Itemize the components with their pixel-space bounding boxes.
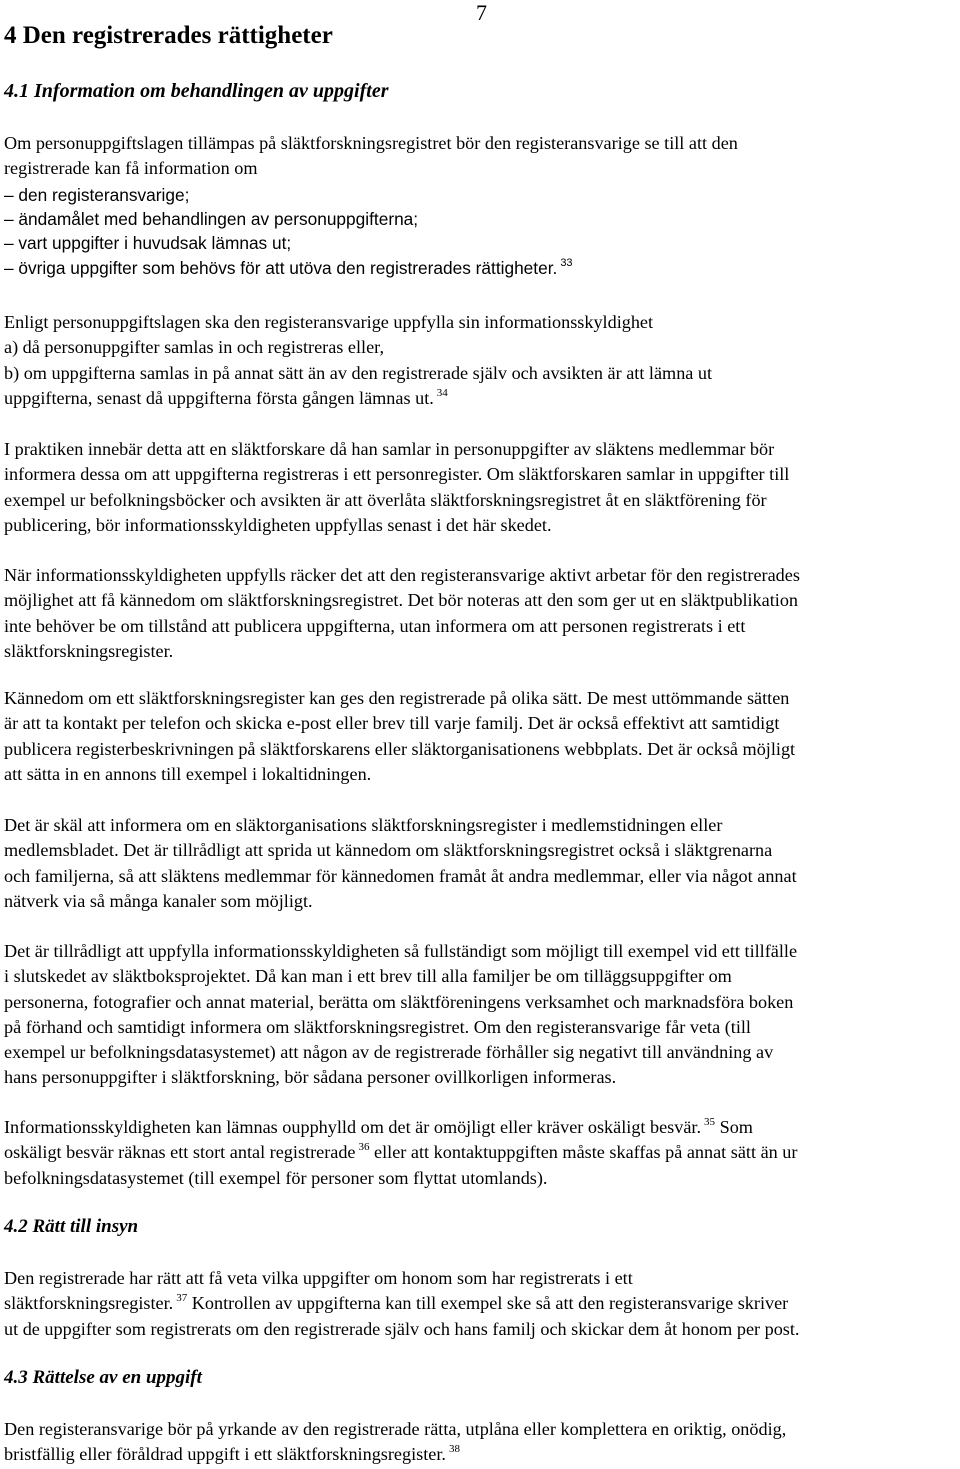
section-heading-4-2: 4.2 Rätt till insyn (4, 1216, 139, 1237)
page-number: 7 (476, 0, 487, 25)
text-line-content: Informationsskyldigheten kan lämnas oupphylld om det är omöjligt eller kräver oskäligt besvär. (4, 1117, 702, 1137)
chapter-heading: 4 Den registrerades rättigheter (4, 22, 333, 49)
text-line: att sätta in en annons till exempel i lokaltidningen. (4, 763, 372, 784)
text-line (4, 1291, 956, 1316)
paragraph-rattelse (4, 1417, 956, 1468)
text-line: I praktiken innebär detta att en släktforskare då han samlar in personuppgifter av släktens medlemmar bör (4, 439, 775, 459)
text-line-content: bristfällig eller föråldrad uppgift i ett släktforskningsregister. (4, 1444, 446, 1465)
text-line-content: uppgifterna, senast då uppgifterna första gången lämnas ut. (4, 387, 434, 408)
text-line: släktforskningsregister. (4, 640, 174, 661)
list-item: – ändamålet med behandlingen av personuppgifterna; (4, 209, 419, 230)
text-line: personerna, fotografier och annat material, berätta om släktföreningens verksamhet och marknadsföra boken (4, 991, 794, 1012)
text-line-content: släktforskningsregister. (4, 1293, 174, 1314)
paragraph-intro (4, 131, 956, 182)
text-line: Kännedom om ett släktforskningsregister kan ges den registrerade på olika sätt. De mest uttömmande sätten (4, 688, 790, 708)
paragraph-8 (4, 1115, 956, 1191)
section-heading-4-1: 4.1 Information om behandlingen av uppgifter (4, 80, 389, 102)
list-item (4, 256, 956, 280)
text-line: exempel ur befolkningsdatasystemet) att någon av de registrerade förhåller sig negativt till användning av (4, 1042, 774, 1063)
text-line: på förhand och samtidigt informera om släktforskningsregistret. Om den registeransvarige får veta (till (4, 1016, 751, 1037)
text-line: publicering, bör informationsskyldigheten uppfyllas senast i det här skedet. (4, 514, 552, 535)
text-line: nätverk via så många kanaler som möjligt. (4, 890, 313, 911)
list-item: – den registeransvarige; (4, 185, 190, 205)
text-line: Den registrerade har rätt att få veta vilka uppgifter om honom som har registrerats i ett (4, 1268, 633, 1288)
text-line-content: oskäligt besvär räknas ett stort antal registrerade (4, 1142, 356, 1163)
text-line: b) om uppgifterna samlas in på annat sätt än av den registrerade själv och avsikten är att lämna ut (4, 362, 713, 383)
paragraph-3 (4, 437, 956, 538)
text-line: möjlighet att få kännedom om släktforskningsregistret. Det bör noteras att den som ger ut en släktpublikation (4, 590, 799, 611)
text-line: i slutskedet av släktboksprojektet. Då kan man i ett brev till alla familjer be om tilläggsuppgifter om (4, 966, 732, 987)
footnote-ref[interactable]: 37 (176, 1292, 188, 1305)
footnote-ref[interactable]: 36 (358, 1141, 370, 1154)
text-line: a) då personuppgifter samlas in och registreras eller, (4, 337, 385, 358)
text-line: informera dessa om att uppgifterna registreras i ett personregister. Om släktforskaren samlar in uppgifter till (4, 464, 790, 485)
footnote-ref[interactable]: 35 (704, 1116, 716, 1128)
text-line: hans personuppgifter i släktforskning, bör sådana personer ovillkorligen informeras. (4, 1067, 617, 1088)
text-line (4, 386, 956, 411)
text-line: Enligt personuppgiftslagen ska den registeransvarige uppfylla sin informationsskyldighet (4, 312, 654, 332)
text-line: medlemsbladet. Det är tillrådligt att sprida ut kännedom om släktforskningsregistret också i släktgrenarna (4, 840, 773, 861)
paragraph-6 (4, 813, 956, 914)
paragraph-7 (4, 939, 956, 1091)
text-line: inte behöver be om tillstånd att publicera uppgifterna, utan informera om att personen registrerats i ett (4, 615, 746, 636)
text-line: Om personuppgiftslagen tillämpas på släktforskningsregistret bör den registeransvarige se till att den (4, 133, 738, 153)
text-line: Den registeransvarige bör på yrkande av den registrerade rätta, utplåna eller komplettera en oriktig, onödig, (4, 1419, 787, 1439)
text-line: Det är skäl att informera om en släktorganisations släktforskningsregister i medlemstidningen eller (4, 815, 723, 835)
text-line: Det är tillrådligt att uppfylla informationsskyldigheten så fullständigt som möjligt till exempel vid ett tillfälle (4, 941, 798, 961)
list-item-text: – övriga uppgifter som behövs för att utöva den registrerades rättigheter. (4, 257, 558, 278)
text-line: är att ta kontakt per telefon och skicka e-post eller brev till varje familj. Det är också effektivt att samtidigt (4, 713, 780, 734)
text-line (4, 1442, 956, 1467)
section-heading-4-3: 4.3 Rättelse av en uppgift (4, 1367, 202, 1388)
text-line: och familjerna, så att släktens medlemmar för kännedomen framåt åt andra medlemmar, eller via något annat (4, 865, 797, 886)
paragraph-4 (4, 563, 956, 664)
paragraph-2 (4, 310, 956, 411)
info-list (4, 183, 956, 280)
text-line (4, 1140, 956, 1165)
text-line: publicera registerbeskrivningen på släktforskarens eller släktorganisationens webbplats. Det är också möjligt (4, 738, 796, 759)
paragraph-5 (4, 686, 956, 787)
footnote-ref[interactable]: 33 (560, 256, 573, 269)
footnote-ref[interactable]: 34 (436, 386, 448, 399)
text-line: När informationsskyldigheten uppfylls räcker det att den registeransvarige aktivt arbetar för den registrerades (4, 565, 800, 585)
list-item: – vart uppgifter i huvudsak lämnas ut; (4, 233, 292, 254)
text-line: befolkningsdatasystemet (till exempel för personer som flyttat utomlands). (4, 1167, 548, 1188)
text-line-content: eller att kontaktuppgiften måste skaffas på annat sätt än ur (374, 1142, 798, 1163)
text-line: exempel ur befolkningsböcker och avsikten är att överlåta släktforskningsregistret åt en släktförening för (4, 489, 767, 510)
text-line-content: Som (719, 1117, 753, 1137)
text-line-content: Kontrollen av uppgifterna kan till exempel ske så att den registeransvarige skriver (191, 1293, 789, 1314)
paragraph-insyn (4, 1266, 956, 1342)
text-line (4, 1115, 956, 1140)
footnote-ref[interactable]: 38 (448, 1443, 460, 1456)
text-line: registrerade kan få information om (4, 158, 258, 179)
text-line: ut de uppgifter som registrerats om den registrerade själv och hans familj och skickar dem åt honom per post. (4, 1318, 800, 1339)
